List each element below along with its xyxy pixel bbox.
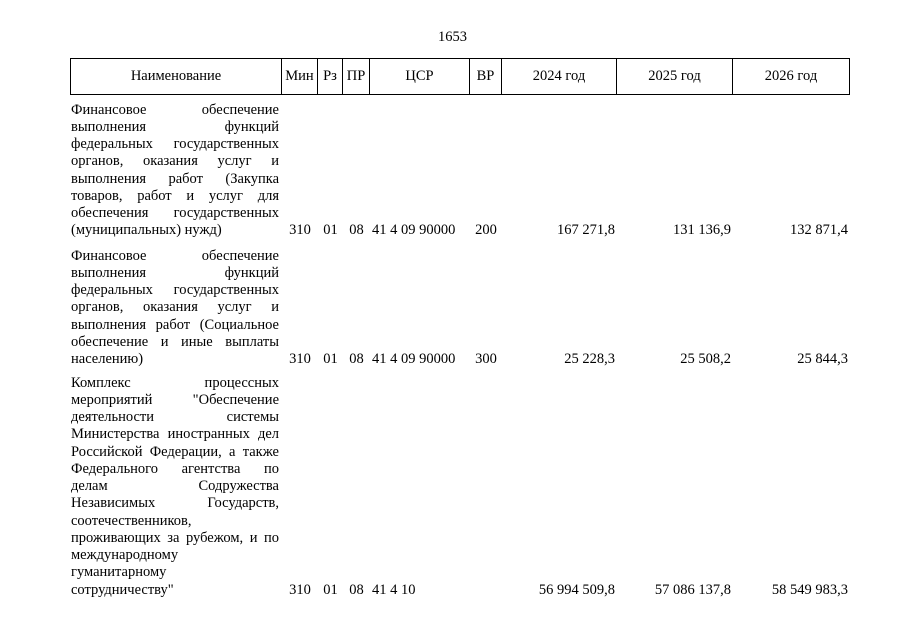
csr-cell: 41 4 10 — [372, 581, 416, 598]
value-2024: 167 271,8 — [557, 222, 615, 239]
value-2026: 132 871,4 — [790, 222, 848, 239]
vr-cell: 300 — [475, 351, 497, 367]
header-pr: ПР — [343, 59, 370, 94]
value-2026: 58 549 983,3 — [771, 581, 848, 598]
name-line: Финансовое обеспечение — [71, 101, 279, 118]
value-2025: 57 086 137,8 — [654, 581, 731, 598]
table-header — [70, 58, 850, 95]
pr-cell: 08 — [349, 351, 364, 367]
name-line: сотрудничеству" — [71, 581, 174, 598]
value-2024: 56 994 509,8 — [538, 581, 615, 598]
name-line: Финансовое обеспечение — [71, 247, 279, 264]
min-cell: 310 — [289, 581, 311, 598]
page-number: 1653 — [438, 29, 467, 45]
name-line: соотечественников, — [71, 512, 192, 529]
name-line: международному — [71, 547, 179, 563]
name-line: выполнения функций — [71, 264, 279, 281]
min-cell: 310 — [289, 222, 311, 239]
name-line: товаров, работ и услуг для — [71, 187, 279, 204]
header-vr: ВР — [470, 59, 502, 94]
name-line: выполнения функций — [71, 118, 279, 135]
name-line: федеральных государственных — [71, 282, 279, 298]
pr-cell: 08 — [349, 222, 364, 239]
name-line: выполнения работ (Социальное — [71, 316, 279, 333]
rz-cell: 01 — [323, 351, 338, 367]
name-line: делам Содружества — [71, 478, 279, 494]
name-line: гуманитарному — [71, 564, 167, 581]
name-line: Федерального агентства по — [71, 460, 279, 477]
header-min: Мин — [282, 59, 318, 94]
rz-cell: 01 — [323, 222, 338, 239]
pr-cell: 08 — [349, 581, 364, 598]
table-row — [70, 375, 850, 599]
name-line: Независимых Государств, — [71, 495, 279, 512]
value-2025: 131 136,9 — [673, 222, 731, 239]
name-line: деятельности системы — [71, 409, 279, 425]
name-line: обеспечение и иные выплаты — [71, 333, 279, 350]
value-2026: 25 844,3 — [797, 351, 848, 367]
name-cell — [70, 248, 282, 369]
header-name: Наименование — [71, 59, 282, 94]
table-row — [70, 102, 850, 240]
header-2024: 2024 год — [502, 59, 617, 94]
rz-cell: 01 — [323, 581, 338, 598]
value-2024: 25 228,3 — [564, 351, 615, 367]
csr-cell: 41 4 09 90000 — [372, 222, 456, 239]
name-line: Комплекс процессных — [71, 374, 279, 391]
min-cell: 310 — [289, 351, 311, 367]
name-line: Российской Федерации, а также — [71, 443, 279, 460]
name-line: выполнения работ (Закупка — [71, 170, 279, 187]
csr-cell: 41 4 09 90000 — [372, 351, 456, 367]
name-line: Министерства иностранных дел — [71, 426, 279, 443]
name-line: населению) — [71, 351, 144, 367]
vr-cell: 200 — [475, 222, 497, 239]
value-2025: 25 508,2 — [680, 351, 731, 367]
vr-cell — [470, 582, 502, 599]
name-cell — [70, 102, 282, 240]
name-line: мероприятий "Обеспечение — [71, 391, 279, 408]
name-line: (муниципальных) нужд) — [71, 222, 222, 239]
table-row — [70, 248, 850, 369]
header-2026: 2026 год — [764, 67, 818, 84]
header-csr: ЦСР — [370, 59, 470, 94]
name-line: федеральных государственных — [71, 136, 279, 152]
name-line: обеспечения государственных — [71, 205, 279, 221]
name-cell — [70, 375, 282, 599]
header-rz: Рз — [318, 59, 343, 94]
name-line: органов, оказания услуг и — [71, 153, 279, 170]
name-line: органов, оказания услуг и — [71, 299, 279, 316]
header-2025: 2025 год — [617, 59, 733, 94]
name-line: проживающих за рубежом, и по — [71, 529, 279, 546]
